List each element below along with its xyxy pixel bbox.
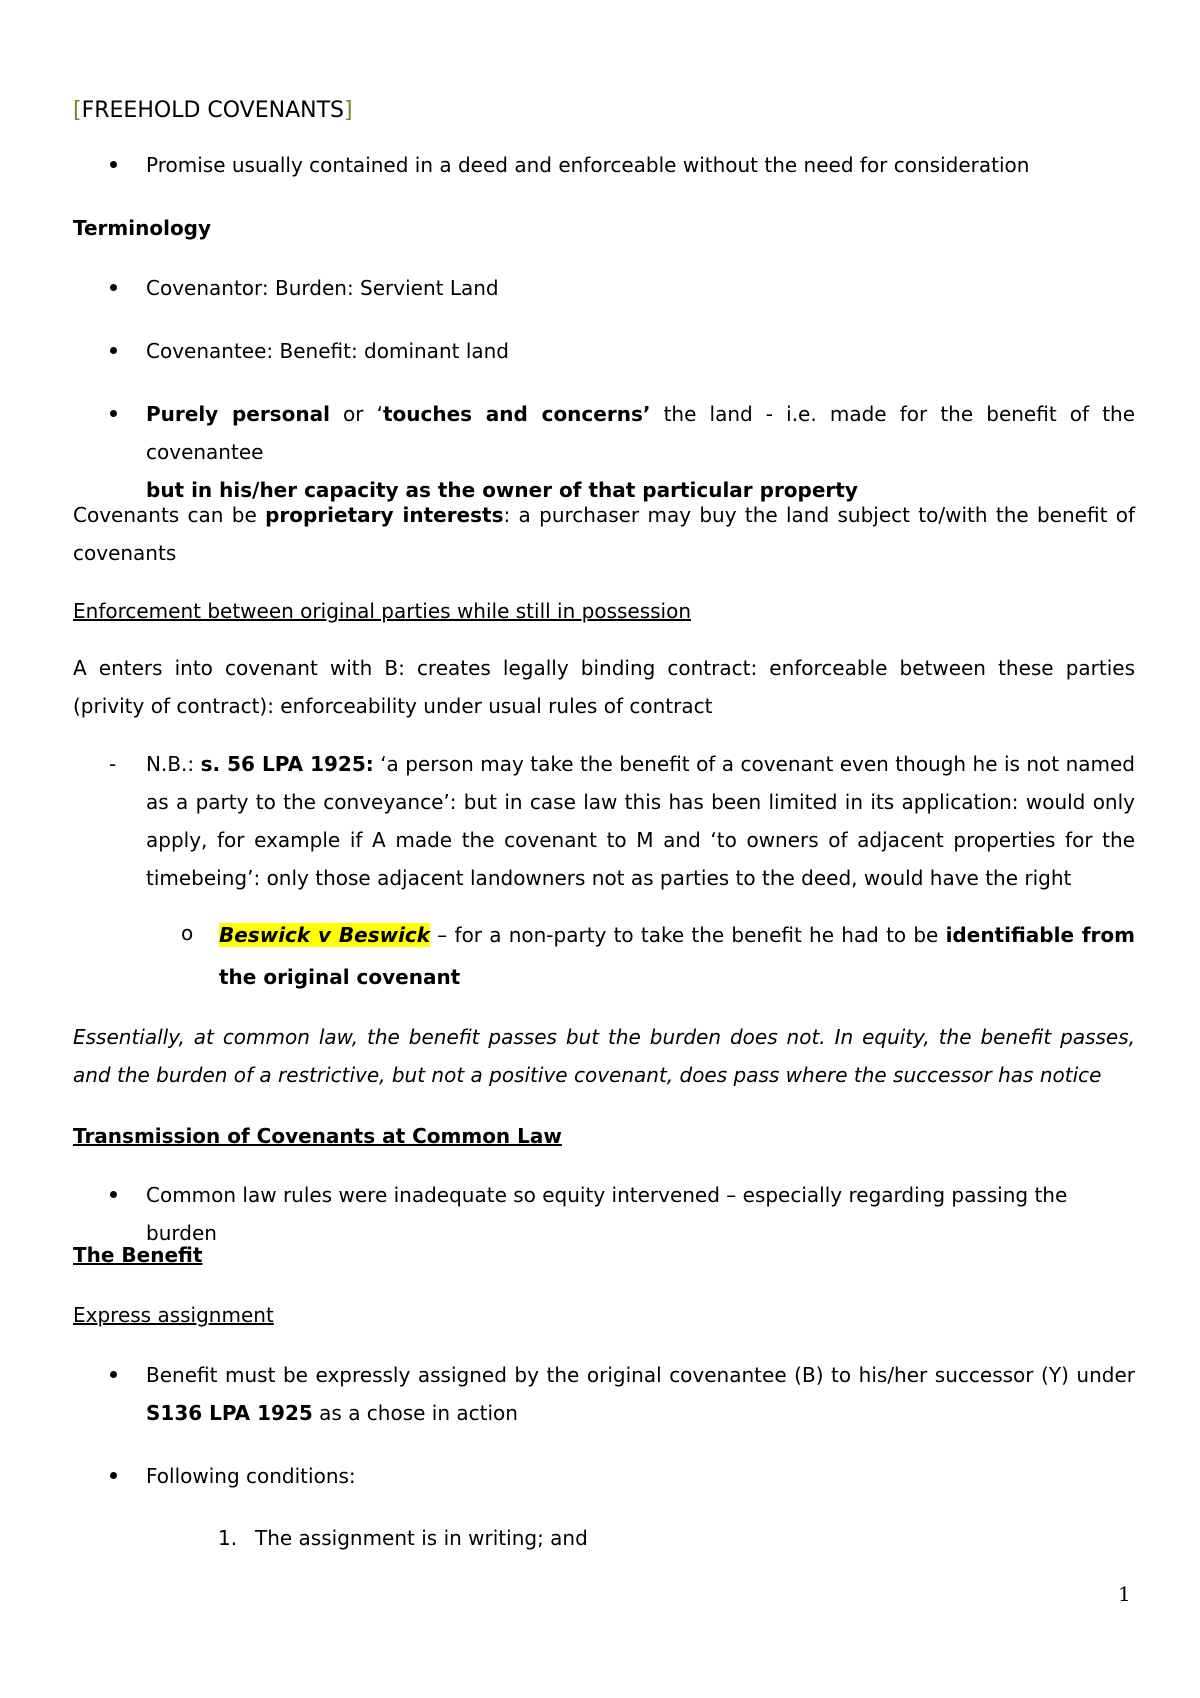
title-text: FREEHOLD COVENANTS (81, 98, 344, 123)
title-bracket-open: [ (73, 98, 82, 123)
list-item (73, 1457, 1135, 1495)
proprietary-paragraph: Covenants can be proprietary interests: a purchaser may buy the land subject to/with the benefit of covenants (73, 503, 1135, 565)
touches-concerns-text: Purely personal or ‘touches and concerns’ the land - i.e. made for the benefit of the covenantee but in his/her capacity as the owner of that particular property (146, 402, 1136, 502)
bullet-icon (110, 1472, 122, 1484)
list-item (73, 395, 1135, 509)
numbered-item (73, 1519, 1135, 1557)
beswick-list-item (73, 914, 1135, 998)
item-number: 1. (218, 1526, 238, 1550)
o-marker: o (181, 921, 194, 945)
enforcement-paragraph: A enters into covenant with B: creates legally binding contract: enforceable between these parties (privity of contract): enforceability under usual rules of contract (73, 656, 1135, 718)
bullet-icon (110, 1371, 122, 1383)
bullet-icon (110, 1191, 122, 1203)
benefit-heading: The Benefit (73, 1243, 203, 1267)
page-number: 1 (1118, 1582, 1131, 1606)
essentially-paragraph: Essentially, at common law, the benefit passes but the burden does not. In equity, the benefit passes, and the burden of a restrictive, but not a positive covenant, does pass where the successor has notice (73, 1025, 1135, 1087)
bullet-icon (110, 284, 122, 296)
intro-bullet-text: Promise usually contained in a deed and enforceable without the need for consideration (146, 153, 1030, 177)
express-assignment-text: Benefit must be expressly assigned by the original covenantee (B) to his/her successor (Y) under S136 LPA 1925 as a chose in action (146, 1363, 1135, 1425)
list-item (73, 269, 1135, 307)
title-bracket-close: ] (344, 98, 353, 123)
bullet-icon (110, 410, 122, 422)
case-name-highlight: Beswick v Beswick (219, 923, 431, 947)
express-assignment-heading: Express assignment (73, 1303, 274, 1327)
following-conditions-text: Following conditions: (146, 1464, 356, 1488)
transmission-heading: Transmission of Covenants at Common Law (73, 1124, 562, 1148)
terminology-heading: Terminology (73, 216, 212, 240)
enforcement-heading: Enforcement between original parties while still in possession (73, 599, 692, 623)
nb-text: N.B.: s. 56 LPA 1925: ‘a person may take the benefit of a covenant even though he is not named as a party to the conveyance’: but in case law this has been limited in its application: would only apply, for example if A made the covenant to M and ‘to owners of adjacent properties for the timebeing’: only those adjacent landowners not as parties to the deed, would have the right (146, 752, 1135, 890)
section-heading (73, 209, 1135, 247)
list-item (73, 332, 1135, 370)
dash-marker: - (109, 752, 117, 776)
list-item (73, 146, 1135, 184)
beswick-text: Beswick v Beswick – for a non-party to take the benefit he had to be identifiable from the original covenant (219, 923, 1135, 989)
bullet-icon (110, 161, 122, 173)
list-item (73, 1356, 1135, 1432)
item-text: The assignment is in writing; and (255, 1526, 588, 1550)
covenantor-text: Covenantor: Burden: Servient Land (146, 276, 499, 300)
bullet-icon (110, 347, 122, 359)
covenantee-text: Covenantee: Benefit: dominant land (146, 339, 509, 363)
page-title (73, 96, 1135, 126)
nb-list-item (73, 745, 1135, 897)
transmission-bullet-text: Common law rules were inadequate so equity intervened – especially regarding passing the burden (146, 1183, 1068, 1245)
